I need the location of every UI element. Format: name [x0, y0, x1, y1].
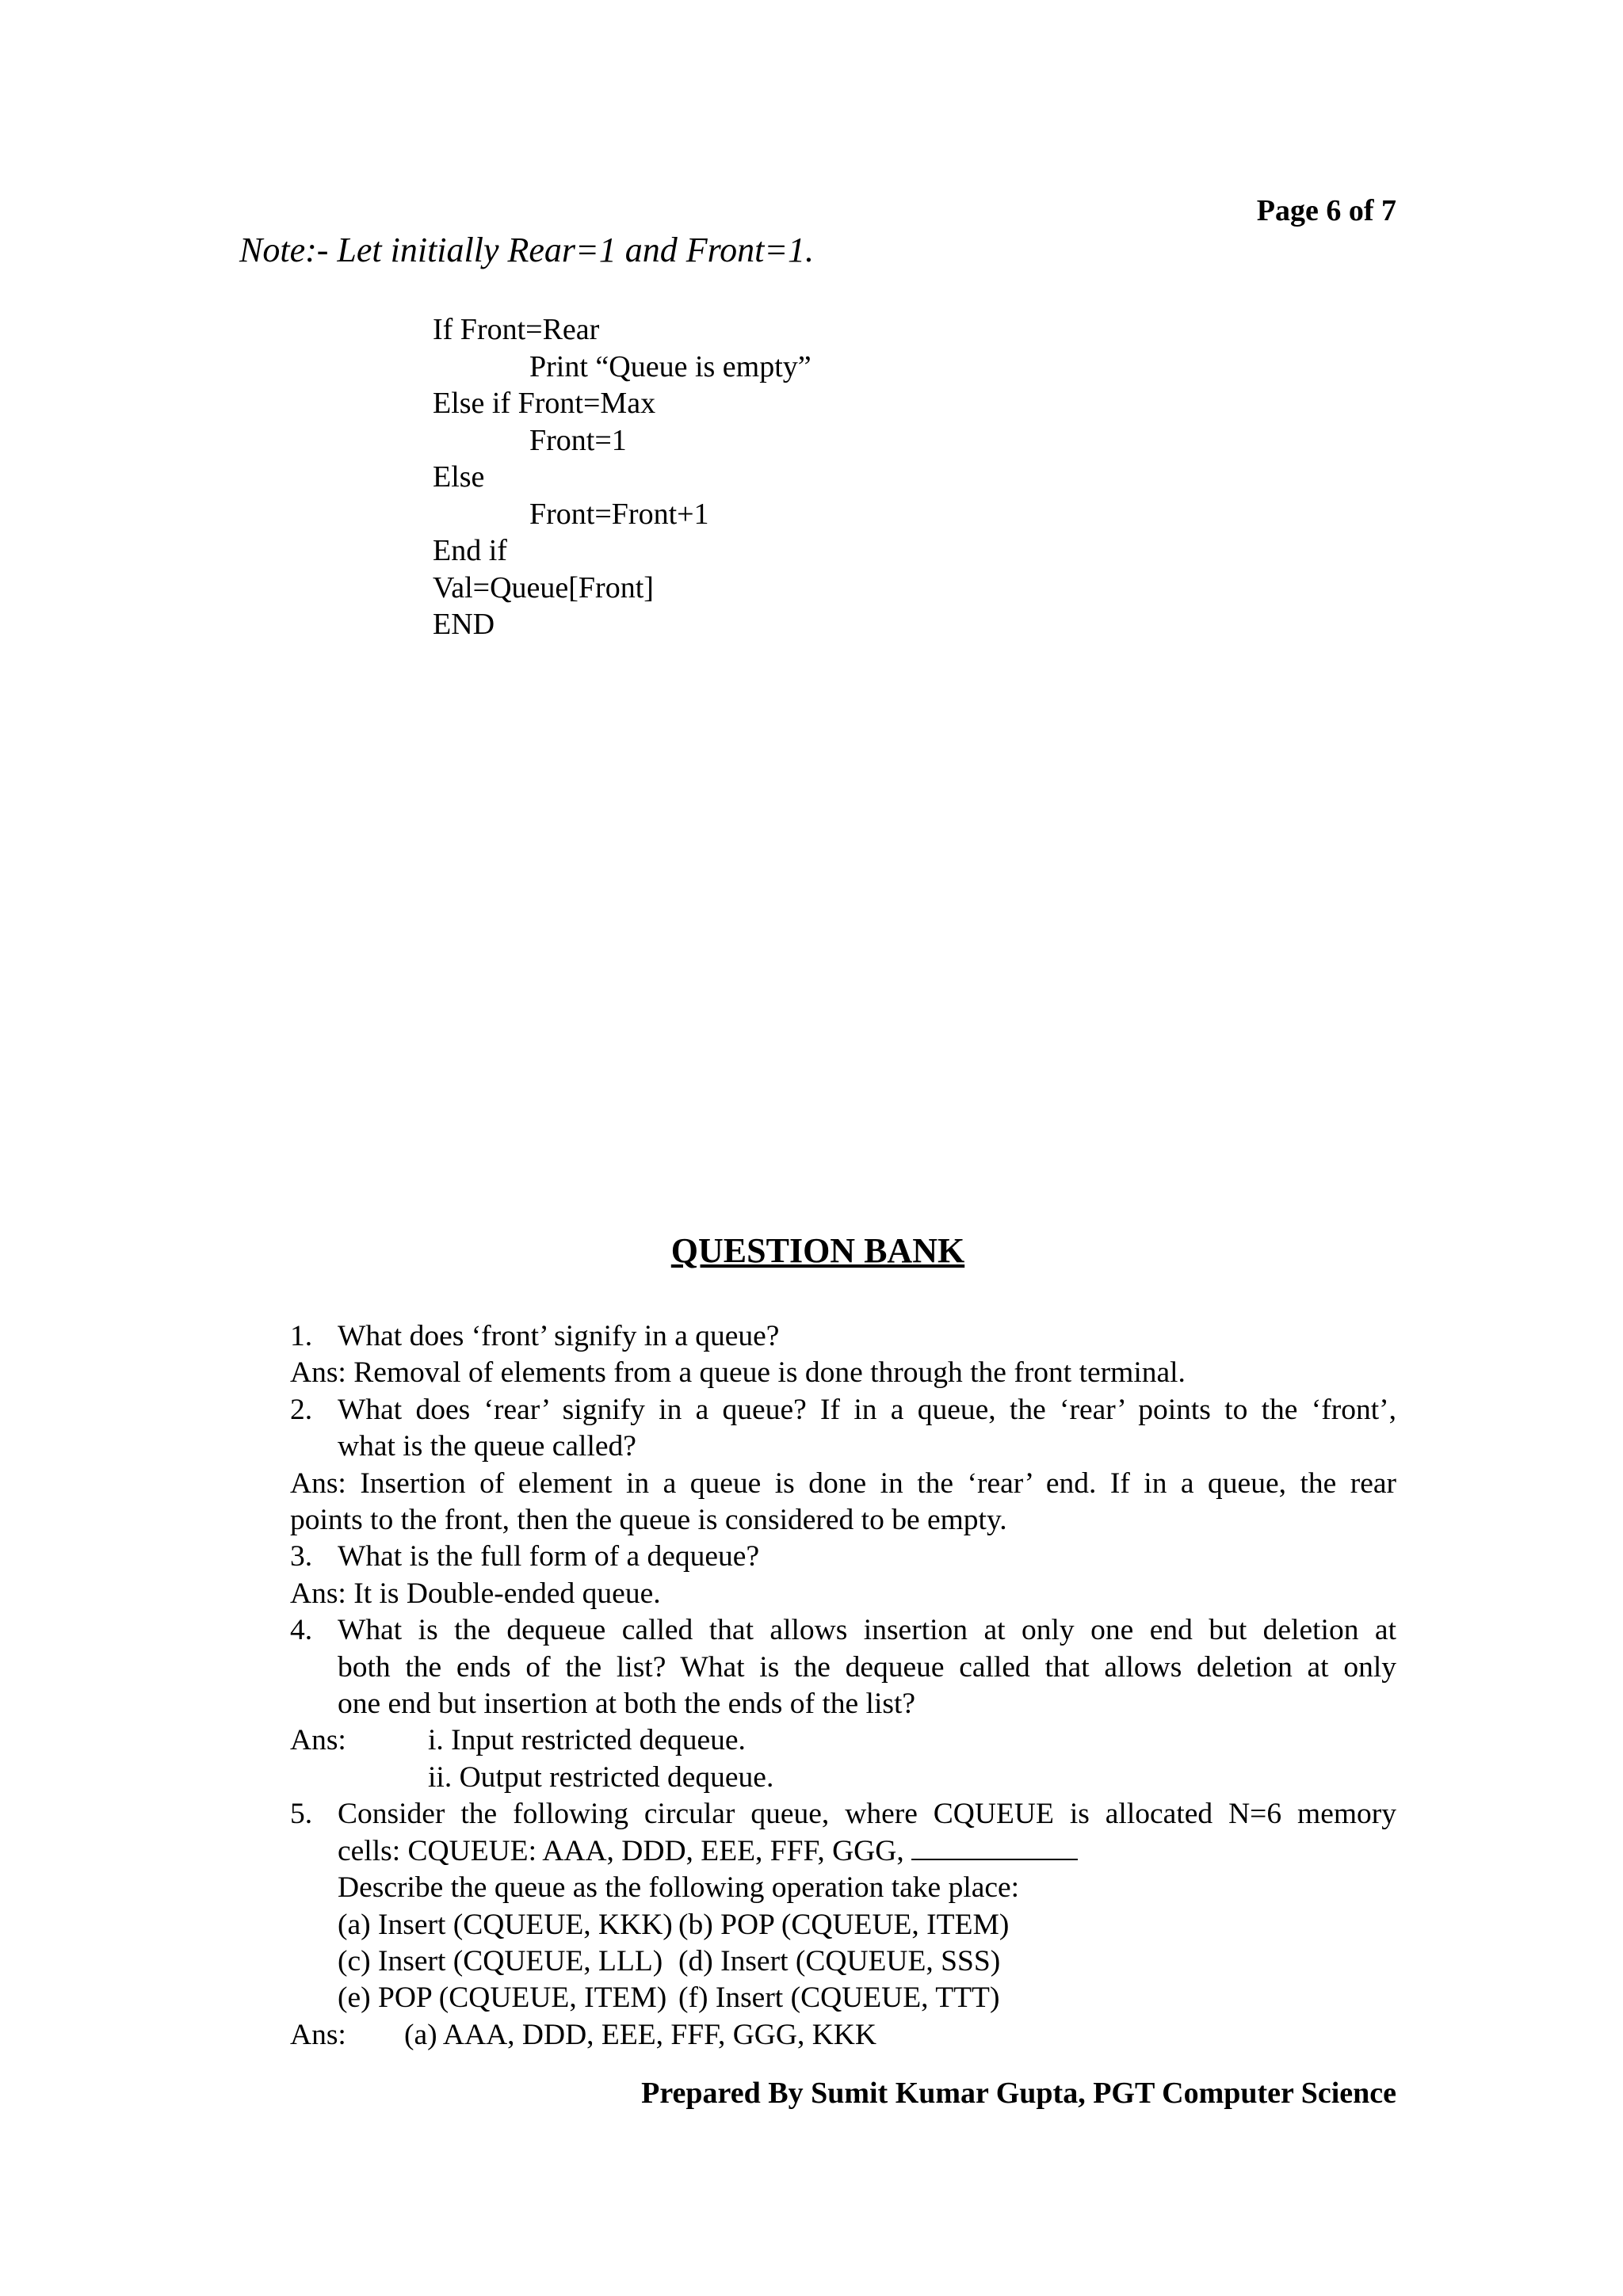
page-number: Page 6 of 7: [1256, 194, 1396, 227]
answer-2: Ans: Insertion of element in a queue is done in the ‘rear’ end. If in a queue, the rear: [290, 1466, 1396, 1500]
operation-item: (e) POP (CQUEUE, ITEM): [338, 1981, 667, 2015]
question-number: 2.: [290, 1393, 313, 1426]
algorithm-line: Else: [433, 460, 485, 494]
question-text: Describe the queue as the following operation take place:: [338, 1871, 1020, 1905]
algorithm-line: End if: [433, 534, 507, 567]
algorithm-line: END: [433, 608, 495, 641]
answer-4: [290, 1722, 1396, 1759]
question-number: 5.: [290, 1798, 313, 1831]
operation-list: [338, 1907, 1396, 2017]
operation-item: (c) Insert (CQUEUE, LLL): [338, 1944, 663, 1978]
algorithm-block: [433, 311, 812, 643]
footer-credit: Prepared By Sumit Kumar Gupta, PGT Computer Science: [641, 2077, 1396, 2110]
question-text: [338, 1833, 1396, 1870]
question-1: [290, 1318, 1396, 1355]
question-3: [290, 1539, 1396, 1575]
operation-item: (f) Insert (CQUEUE, TTT): [678, 1981, 1000, 2015]
question-4: [290, 1612, 1396, 1722]
question-text: What does ‘rear’ signify in a queue? If in a queue, the ‘rear’ points to the ‘front’,: [338, 1393, 1396, 1426]
algorithm-line: Print “Queue is empty”: [529, 349, 812, 383]
answer-label: Ans:: [290, 1724, 346, 1757]
question-text: What is the full form of a dequeue?: [338, 1540, 760, 1573]
question-number: 4.: [290, 1614, 313, 1647]
operation-item: (d) Insert (CQUEUE, SSS): [678, 1944, 1001, 1978]
question-text-part: cells: CQUEUE: AAA, DDD, EEE, FFF, GGG,: [338, 1834, 904, 1867]
question-text: one end but insertion at both the ends of the list?: [338, 1688, 916, 1721]
question-bank-title: QUESTION BANK: [670, 1231, 965, 1270]
operation-item: (b) POP (CQUEUE, ITEM): [678, 1908, 1010, 1941]
question-list: [290, 1318, 1396, 2054]
answer-label: Ans:: [290, 2018, 346, 2051]
algorithm-line: Front=Front+1: [529, 497, 709, 531]
question-2: [290, 1392, 1396, 1466]
operation-item: (a) Insert (CQUEUE, KKK): [338, 1908, 673, 1941]
answer-2-cont: points to the front, then the queue is considered to be empty.: [290, 1504, 1007, 1537]
algorithm-line: Front=1: [529, 423, 627, 457]
question-text: Consider the following circular queue, where CQUEUE is allocated N=6 memory: [338, 1798, 1396, 1831]
answer-item: i. Input restricted dequeue.: [428, 1724, 746, 1757]
question-text: What is the dequeue called that allows insertion at only one end but deletion at: [338, 1614, 1396, 1647]
answer-1: Ans: Removal of elements from a queue is done through the front terminal.: [290, 1356, 1186, 1390]
blank-line: [911, 1836, 1078, 1860]
note-text: Note:- Let initially Rear=1 and Front=1.: [239, 231, 815, 269]
question-text: both the ends of the list? What is the dequeue called that allows deletion at only: [338, 1650, 1396, 1684]
question-text: What does ‘front’ signify in a queue?: [338, 1320, 780, 1352]
algorithm-line: If Front=Rear: [433, 313, 600, 346]
answer-item: (a) AAA, DDD, EEE, FFF, GGG, KKK: [404, 2018, 876, 2051]
question-number: 1.: [290, 1320, 313, 1352]
question-5: [290, 1796, 1396, 1906]
answer-5: [290, 2017, 1396, 2054]
question-number: 3.: [290, 1540, 313, 1573]
algorithm-line: Val=Queue[Front]: [433, 570, 654, 605]
answer-3: Ans: It is Double-ended queue.: [290, 1577, 661, 1610]
algorithm-line: Else if Front=Max: [433, 387, 656, 420]
question-text: what is the queue called?: [338, 1430, 636, 1463]
answer-item: ii. Output restricted dequeue.: [428, 1760, 774, 1794]
